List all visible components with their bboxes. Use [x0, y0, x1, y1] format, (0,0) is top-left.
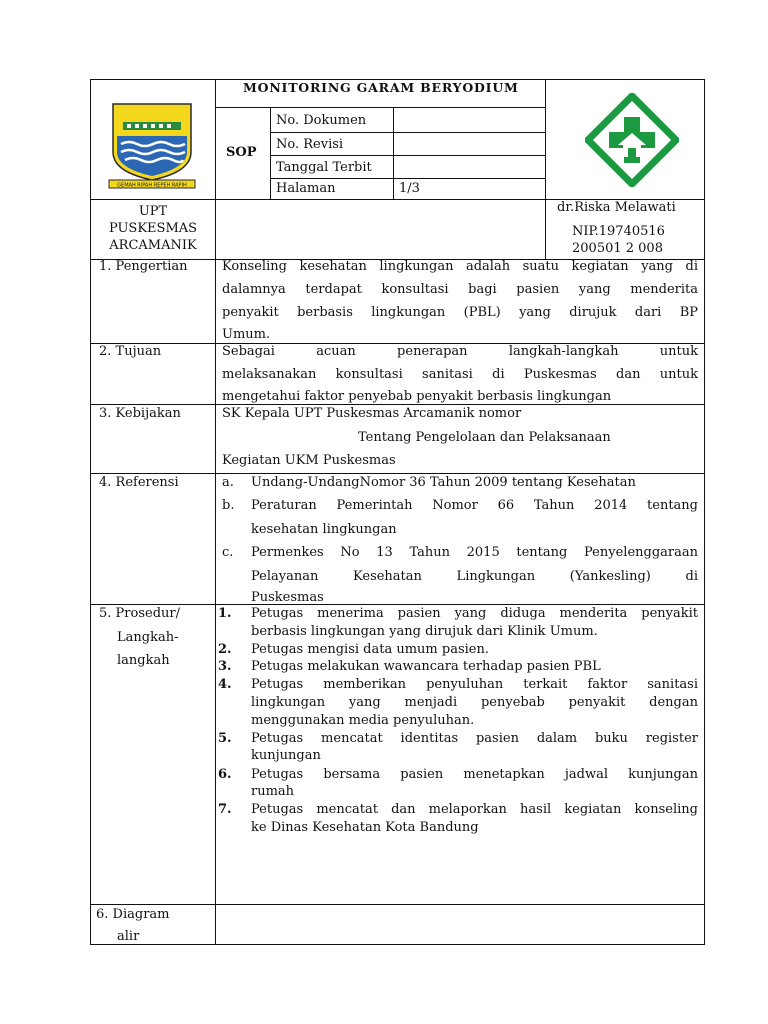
- step-text: berbasis lingkungan yang dirujuk dari Klinik Umum.: [251, 624, 598, 639]
- section-label-referensi: 4. Referensi: [99, 475, 179, 490]
- section-label-pengertian: 1. Pengertian: [99, 259, 188, 274]
- text-line: SK Kepala UPT Puskesmas Arcamanik nomor: [222, 406, 522, 421]
- step-text: Petugas melakukan wawancara terhadap pasien PBL: [251, 659, 601, 674]
- list-marker: c.: [222, 545, 234, 560]
- step-text: menggunakan media penyuluhan.: [251, 713, 475, 728]
- signatory-nip: 200501 2 008: [572, 241, 663, 256]
- text-line: dalamnya terdapat konsultasi bagi pasien yang menderita: [222, 282, 698, 297]
- list-item: Undang-UndangNomor 36 Tahun 2009 tentang Kesehatan: [251, 475, 636, 490]
- crest-banner-text: GEMAH RIPAH REPEH RAPIH: [117, 182, 187, 189]
- list-item: Peraturan Pemerintah Nomor 66 Tahun 2014 tentang: [251, 498, 698, 513]
- text-line: Kegiatan UKM Puskesmas: [222, 453, 396, 468]
- label-line: Langkah-: [117, 630, 179, 645]
- step-text: Petugas bersama pasien menetapkan jadwal kunjungan: [251, 767, 698, 782]
- list-marker: a.: [222, 475, 234, 490]
- label-line: langkah: [117, 653, 170, 668]
- text-line: Konseling kesehatan lingkungan adalah suatu kegiatan yang di: [222, 259, 698, 274]
- list-item: Permenkes No 13 Tahun 2015 tentang Penyelenggaraan: [251, 545, 698, 560]
- signatory-nip: NIP.19740516: [572, 224, 665, 239]
- field-label-halaman: Halaman: [276, 181, 336, 196]
- section-label-tujuan: 2. Tujuan: [99, 344, 162, 359]
- step-text: lingkungan yang menjadi penyebab penyakit dengan: [251, 695, 698, 710]
- list-item: kesehatan lingkungan: [251, 522, 397, 537]
- institution-line: ARCAMANIK: [109, 238, 197, 253]
- label-line: 6. Diagram: [96, 907, 170, 922]
- section-label-kebijakan: 3. Kebijakan: [99, 406, 181, 421]
- step-text: Petugas mencatat identitas pasien dalam buku register: [251, 731, 698, 746]
- step-text: Petugas mengisi data umum pasien.: [251, 642, 489, 657]
- list-item: Pelayanan Kesehatan Lingkungan (Yankesling) di: [251, 569, 698, 584]
- step-number: 5.: [218, 731, 232, 746]
- institution-line: PUSKESMAS: [108, 221, 198, 236]
- document-title: MONITORING GARAM BERYODIUM: [243, 80, 519, 95]
- puskesmas-logo: [585, 93, 679, 187]
- step-text: Petugas mencatat dan melaporkan hasil kegiatan konseling: [251, 802, 698, 817]
- list-marker: b.: [222, 498, 235, 513]
- step-number: 4.: [218, 677, 232, 692]
- field-label-tanggal-terbit: Tanggal Terbit: [276, 160, 372, 175]
- text-line: Umum.: [222, 327, 271, 342]
- sop-label: SOP: [226, 145, 257, 160]
- text-line: Tentang Pengelolaan dan Pelaksanaan: [358, 430, 611, 445]
- step-text: kunjungan: [251, 748, 321, 763]
- field-label-no-revisi: No. Revisi: [276, 137, 344, 152]
- step-text: ke Dinas Kesehatan Kota Bandung: [251, 820, 479, 835]
- kota-bandung-crest-logo: [103, 100, 201, 192]
- step-text: rumah: [251, 784, 295, 799]
- signatory-name: dr.Riska Melawati: [557, 200, 676, 215]
- text-line: mengetahui faktor penyebab penyakit berbasis lingkungan: [222, 389, 612, 404]
- step-number: 3.: [218, 659, 232, 674]
- text-line: melaksanakan konsultasi sanitasi di Puskesmas dan untuk: [222, 367, 698, 382]
- field-label-no-dokumen: No. Dokumen: [276, 113, 367, 128]
- step-number: 6.: [218, 767, 232, 782]
- list-item: Puskesmas: [251, 590, 324, 605]
- step-number: 7.: [218, 802, 232, 817]
- step-text: Petugas memberikan penyuluhan terkait faktor sanitasi: [251, 677, 698, 692]
- field-value-halaman: 1/3: [399, 181, 420, 196]
- text-line: Sebagai acuan penerapan langkah-langkah untuk: [222, 344, 698, 359]
- step-number: 1.: [218, 606, 232, 621]
- institution-line: UPT: [138, 204, 168, 219]
- step-number: 2.: [218, 642, 232, 657]
- label-line: alir: [117, 929, 140, 944]
- step-text: Petugas menerima pasien yang diduga menderita penyakit: [251, 606, 698, 621]
- text-line: penyakit berbasis lingkungan (PBL) yang dirujuk dari BP: [222, 305, 698, 320]
- label-line: 5. Prosedur/: [99, 606, 180, 621]
